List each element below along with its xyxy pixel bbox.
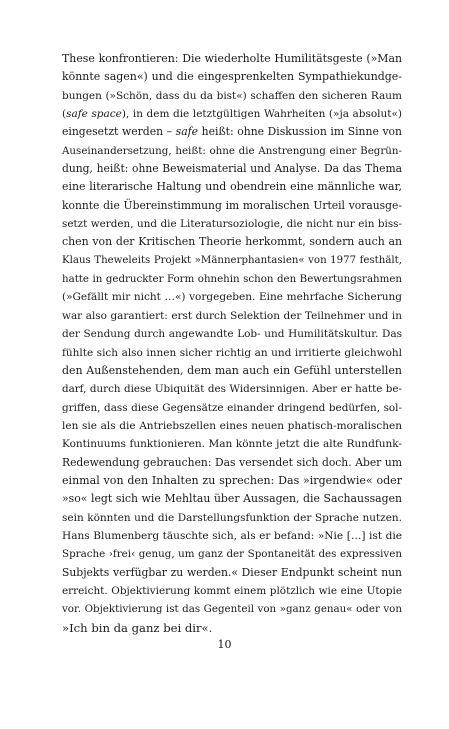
text-line: vor. Objektivierung ist das Gegenteil von »ganz genau« oder von bbox=[62, 603, 402, 616]
text-line: chen von der Kritischen Theorie herkommt, sondern auch an bbox=[62, 235, 402, 249]
text-line: These konfrontieren: Die wiederholte Humilitätsgeste (»Man bbox=[62, 52, 402, 65]
text-line: griffen, dass diese Gegensätze einander dringend bedürfen, sol- bbox=[62, 401, 402, 414]
page-number: 10 bbox=[217, 638, 232, 651]
text-line: konnte die Übereinstimmung im moralischen Urteil vorausge- bbox=[62, 198, 402, 212]
text-line: dung, heißt: ohne Beweismaterial und Analyse. Da das Thema bbox=[62, 162, 402, 176]
text-line: Kontinuums funktionieren. Man könnte jetzt die alte Rundfunk- bbox=[62, 438, 402, 451]
text-line: »so« legt sich wie Mehltau über Aussagen, die Sachaussagen bbox=[62, 492, 402, 506]
text-line: den Außenstehenden, dem man auch ein Gefühl unterstellen bbox=[62, 363, 402, 377]
text-line: einmal von den Inhalten zu sprechen: Das »irgendwie« oder bbox=[62, 473, 402, 487]
text-line: darf, durch diese Ubiquität des Widersinnigen. Aber er hatte be- bbox=[62, 383, 402, 396]
emphasis: safe space bbox=[66, 108, 122, 121]
text-line: Subjekts verfügbar zu werden.« Dieser Endpunkt scheint nun bbox=[62, 565, 402, 579]
text-line: könnte sagen«) und die eingesprenkelten Sympathiekundge- bbox=[62, 70, 402, 84]
text-line: der Sendung durch angewandte Lob- und Humilitätskultur. Das bbox=[62, 328, 402, 341]
text-line: erreicht. Objektivierung kommt einem plötzlich wie eine Utopie bbox=[62, 584, 402, 597]
text-line: (»Gefällt mir nicht …«) vorgegeben. Eine mehrfache Sicherung bbox=[62, 291, 402, 304]
text-line: eine literarische Haltung und obendrein eine männliche war, bbox=[62, 180, 402, 194]
text-line: hatte in gedruckter Form ohnehin schon den Bewertungsrahmen bbox=[62, 273, 402, 286]
text-line: Redewendung gebrauchen: Das versendet sich doch. Aber um bbox=[62, 455, 402, 469]
text-line: Auseinandersetzung, heißt: ohne die Anstrengung einer Begrün- bbox=[62, 144, 402, 157]
text-line: Klaus Theweleits Projekt »Männerphantasien« von 1977 festhält, bbox=[62, 254, 402, 266]
text-line: fühlte sich also innen sicher richtig an und irritierte gleichwohl bbox=[62, 346, 402, 359]
text-line: sein könnten und die Darstellungsfunktion der Sprache nutzen. bbox=[62, 511, 402, 524]
text-line: »Ich bin da ganz bei dir«. bbox=[62, 620, 213, 635]
emphasis: safe bbox=[175, 125, 199, 139]
text-line: eingesetzt werden – safe heißt: ohne Diskussion im Sinne von bbox=[62, 125, 402, 139]
text-line: war also garantiert: erst durch Selektion der Teilnehmer und in bbox=[62, 309, 402, 322]
text-line: setzt werden, und die Literatursoziologie, die nicht nur ein biss- bbox=[62, 218, 402, 231]
text-line: Hans Blumenberg täuschte sich, als er befand: »Nie […] ist die bbox=[62, 529, 402, 542]
text-line: len sie als die Antriebszellen eines neuen phatisch-moralischen bbox=[62, 419, 402, 432]
text-line: (safe space), in dem die letztgültigen Wahrheiten (»ja absolut«) bbox=[62, 108, 403, 121]
body-text bbox=[62, 50, 402, 637]
text-line: bungen (»Schön, dass du da bist«) schaffen den sicheren Raum bbox=[62, 89, 402, 102]
text-line: Sprache ›frei‹ genug, um ganz der Spontaneität des expressiven bbox=[62, 548, 402, 561]
